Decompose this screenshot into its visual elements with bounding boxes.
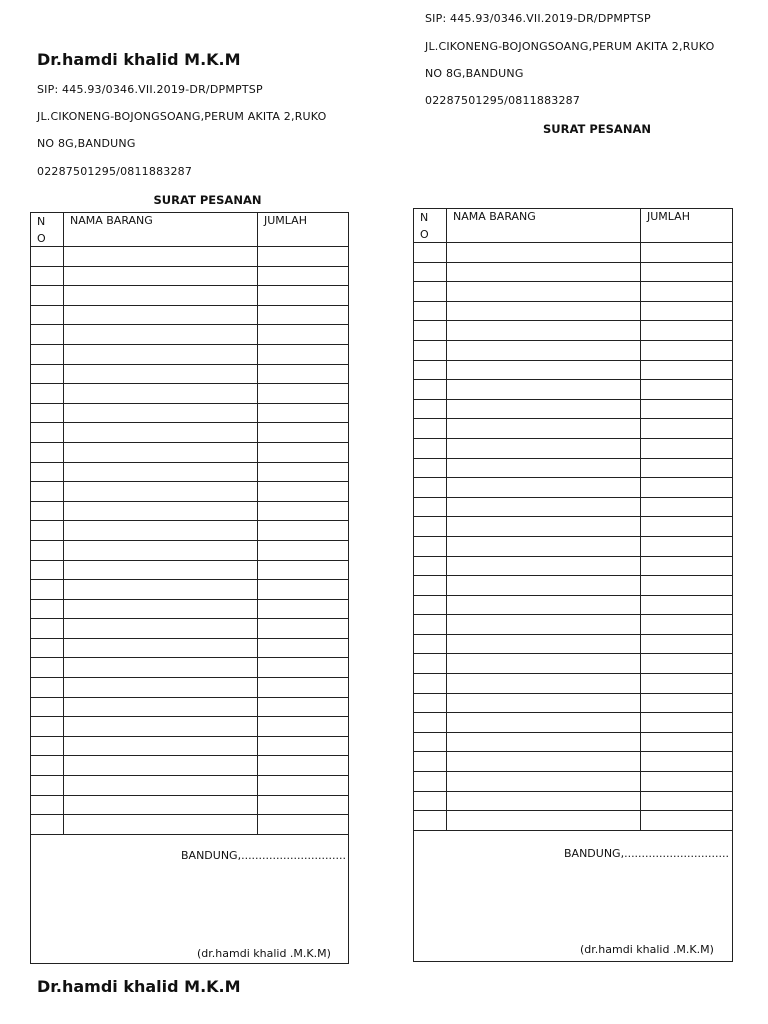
cell-no[interactable] — [31, 698, 63, 717]
cell-no[interactable] — [414, 537, 446, 556]
table-row — [31, 463, 348, 483]
table-row — [31, 365, 348, 385]
cell-no[interactable] — [414, 557, 446, 576]
cell-no[interactable] — [31, 404, 63, 423]
table-row — [31, 423, 348, 443]
table-row — [414, 321, 732, 341]
cell-quantity[interactable] — [640, 576, 732, 595]
cell-no[interactable] — [31, 561, 63, 580]
table-row — [31, 658, 348, 678]
cell-quantity[interactable] — [257, 678, 348, 697]
table-row — [31, 698, 348, 718]
cell-quantity[interactable] — [257, 502, 348, 521]
cell-no[interactable] — [31, 580, 63, 599]
cell-no[interactable] — [414, 517, 446, 536]
form-footer-left — [31, 833, 348, 963]
cell-no[interactable] — [414, 792, 446, 811]
cell-quantity[interactable] — [257, 463, 348, 482]
cell-quantity[interactable] — [640, 243, 732, 262]
cell-no[interactable] — [31, 463, 63, 482]
cell-quantity[interactable] — [640, 694, 732, 713]
cell-item-name[interactable] — [446, 615, 640, 634]
cell-item-name[interactable] — [63, 580, 257, 599]
table-row — [414, 439, 732, 459]
cell-item-name[interactable] — [446, 243, 640, 262]
table-row — [414, 576, 732, 596]
cell-no[interactable] — [414, 752, 446, 771]
cell-item-name[interactable] — [63, 717, 257, 736]
table-row — [31, 756, 348, 776]
table-row — [31, 737, 348, 757]
cell-quantity[interactable] — [257, 658, 348, 677]
table-row — [414, 674, 732, 694]
table-row — [414, 282, 732, 302]
signature-name-left: (dr.hamdi khalid .M.K.M) — [197, 947, 331, 960]
cell-item-name[interactable] — [446, 282, 640, 301]
cell-item-name[interactable] — [63, 463, 257, 482]
cell-item-name[interactable] — [446, 792, 640, 811]
cell-quantity[interactable] — [257, 247, 348, 266]
table-row — [414, 557, 732, 577]
cell-no[interactable] — [31, 658, 63, 677]
cell-quantity[interactable] — [640, 733, 732, 752]
table-row — [31, 678, 348, 698]
cell-no[interactable] — [31, 521, 63, 540]
cell-quantity[interactable] — [257, 796, 348, 815]
cell-item-name[interactable] — [446, 498, 640, 517]
cell-item-name[interactable] — [63, 247, 257, 266]
table-row — [414, 478, 732, 498]
cell-no[interactable] — [414, 694, 446, 713]
cell-quantity[interactable] — [257, 443, 348, 462]
doctor-name-footer: Dr.hamdi khalid M.K.M — [37, 977, 241, 996]
cell-no[interactable] — [414, 302, 446, 321]
cell-quantity[interactable] — [640, 361, 732, 380]
cell-quantity[interactable] — [640, 439, 732, 458]
cell-quantity[interactable] — [640, 498, 732, 517]
cell-item-name[interactable] — [446, 811, 640, 830]
cell-item-name[interactable] — [63, 267, 257, 286]
cell-item-name[interactable] — [446, 439, 640, 458]
cell-no[interactable] — [414, 635, 446, 654]
cell-no[interactable] — [414, 459, 446, 478]
cell-quantity[interactable] — [640, 615, 732, 634]
cell-no[interactable] — [31, 384, 63, 403]
table-row — [414, 263, 732, 283]
table-row — [414, 654, 732, 674]
table-row — [31, 600, 348, 620]
table-header-left — [31, 213, 348, 247]
cell-quantity[interactable] — [640, 302, 732, 321]
cell-no[interactable] — [414, 380, 446, 399]
cell-no[interactable] — [31, 756, 63, 775]
form-footer-right — [414, 831, 732, 961]
cell-item-name[interactable] — [63, 678, 257, 697]
cell-item-name[interactable] — [63, 404, 257, 423]
table-row — [414, 419, 732, 439]
table-row — [31, 717, 348, 737]
cell-item-name[interactable] — [446, 596, 640, 615]
cell-no[interactable] — [414, 596, 446, 615]
cell-item-name[interactable] — [63, 619, 257, 638]
cell-item-name[interactable] — [446, 263, 640, 282]
cell-quantity[interactable] — [257, 423, 348, 442]
cell-no[interactable] — [31, 443, 63, 462]
table-row — [414, 752, 732, 772]
cell-no[interactable] — [31, 815, 63, 834]
column-header-item: NAMA BARANG — [63, 213, 257, 246]
cell-quantity[interactable] — [640, 792, 732, 811]
table-row — [414, 635, 732, 655]
cell-item-name[interactable] — [446, 302, 640, 321]
cell-quantity[interactable] — [640, 478, 732, 497]
table-row — [414, 380, 732, 400]
cell-item-name[interactable] — [63, 737, 257, 756]
column-header-qty: JUMLAH — [257, 213, 348, 246]
table-row — [414, 811, 732, 831]
cell-no[interactable] — [414, 772, 446, 791]
cell-quantity[interactable] — [640, 752, 732, 771]
table-row — [31, 286, 348, 306]
table-row — [31, 776, 348, 796]
cell-item-name[interactable] — [446, 733, 640, 752]
cell-quantity[interactable] — [257, 561, 348, 580]
table-row — [31, 619, 348, 639]
cell-item-name[interactable] — [446, 654, 640, 673]
cell-quantity[interactable] — [257, 267, 348, 286]
table-row — [414, 341, 732, 361]
table-row — [31, 561, 348, 581]
cell-quantity[interactable] — [640, 811, 732, 830]
cell-no[interactable] — [31, 423, 63, 442]
cell-quantity[interactable] — [640, 419, 732, 438]
column-header-no: N O — [420, 211, 429, 241]
doctor-name-left: Dr.hamdi khalid M.K.M — [37, 50, 241, 69]
cell-no[interactable] — [31, 619, 63, 638]
order-form-left — [30, 212, 349, 964]
cell-quantity[interactable] — [640, 557, 732, 576]
cell-quantity[interactable] — [257, 737, 348, 756]
address-line1-right: JL.CIKONENG-BOJONGSOANG,PERUM AKITA 2,RUKO — [425, 40, 715, 53]
table-row — [31, 267, 348, 287]
address-line2-left: NO 8G,BANDUNG — [37, 137, 136, 150]
cell-no[interactable] — [31, 600, 63, 619]
cell-no[interactable] — [414, 361, 446, 380]
cell-no[interactable] — [414, 811, 446, 830]
cell-quantity[interactable] — [257, 325, 348, 344]
table-row — [414, 713, 732, 733]
cell-quantity[interactable] — [257, 384, 348, 403]
cell-item-name[interactable] — [446, 419, 640, 438]
table-row — [414, 694, 732, 714]
cell-quantity[interactable] — [257, 776, 348, 795]
table-row — [414, 498, 732, 518]
cell-quantity[interactable] — [257, 698, 348, 717]
table-row — [31, 796, 348, 816]
cell-no[interactable] — [31, 639, 63, 658]
table-body-right — [414, 243, 732, 831]
table-row — [31, 815, 348, 835]
cell-quantity[interactable] — [640, 654, 732, 673]
cell-quantity[interactable] — [257, 619, 348, 638]
table-row — [31, 521, 348, 541]
cell-quantity[interactable] — [257, 600, 348, 619]
table-row — [31, 482, 348, 502]
cell-no[interactable] — [414, 419, 446, 438]
phone-right: 02287501295/0811883287 — [425, 94, 581, 107]
place-date-line-left: BANDUNG,.............................. — [181, 849, 346, 862]
cell-item-name[interactable] — [63, 286, 257, 305]
cell-no[interactable] — [414, 674, 446, 693]
cell-no[interactable] — [31, 776, 63, 795]
cell-item-name[interactable] — [63, 815, 257, 834]
cell-item-name[interactable] — [446, 772, 640, 791]
cell-quantity[interactable] — [257, 365, 348, 384]
cell-item-name[interactable] — [63, 756, 257, 775]
table-row — [414, 772, 732, 792]
cell-no[interactable] — [31, 482, 63, 501]
cell-quantity[interactable] — [257, 639, 348, 658]
cell-quantity[interactable] — [640, 674, 732, 693]
cell-item-name[interactable] — [63, 306, 257, 325]
cell-item-name[interactable] — [446, 713, 640, 732]
table-row — [414, 733, 732, 753]
cell-item-name[interactable] — [63, 365, 257, 384]
table-row — [414, 361, 732, 381]
table-row — [31, 247, 348, 267]
column-header-item: NAMA BARANG — [446, 209, 640, 242]
table-row — [414, 615, 732, 635]
cell-no[interactable] — [31, 502, 63, 521]
cell-item-name[interactable] — [446, 674, 640, 693]
cell-quantity[interactable] — [640, 596, 732, 615]
cell-no[interactable] — [414, 321, 446, 340]
cell-no[interactable] — [31, 325, 63, 344]
column-header-qty: JUMLAH — [640, 209, 732, 242]
cell-quantity[interactable] — [257, 286, 348, 305]
cell-no[interactable] — [414, 615, 446, 634]
cell-no[interactable] — [31, 345, 63, 364]
table-row — [414, 792, 732, 812]
address-line2-right: NO 8G,BANDUNG — [425, 67, 524, 80]
cell-item-name[interactable] — [63, 384, 257, 403]
cell-item-name[interactable] — [446, 321, 640, 340]
cell-quantity[interactable] — [640, 282, 732, 301]
table-body-left — [31, 247, 348, 835]
table-row — [31, 384, 348, 404]
table-row — [414, 596, 732, 616]
cell-item-name[interactable] — [446, 635, 640, 654]
cell-item-name[interactable] — [63, 796, 257, 815]
cell-quantity[interactable] — [640, 341, 732, 360]
cell-item-name[interactable] — [446, 400, 640, 419]
sip-number-right: SIP: 445.93/0346.VII.2019-DR/DPMPTSP — [425, 12, 651, 25]
cell-item-name[interactable] — [63, 600, 257, 619]
cell-no[interactable] — [31, 717, 63, 736]
cell-no[interactable] — [31, 247, 63, 266]
signature-name-right: (dr.hamdi khalid .M.K.M) — [580, 943, 714, 956]
cell-quantity[interactable] — [257, 717, 348, 736]
cell-item-name[interactable] — [63, 345, 257, 364]
cell-no[interactable] — [31, 365, 63, 384]
cell-item-name[interactable] — [63, 561, 257, 580]
table-row — [414, 537, 732, 557]
table-row — [31, 639, 348, 659]
table-header-right — [414, 209, 732, 243]
cell-no[interactable] — [414, 478, 446, 497]
table-row — [31, 443, 348, 463]
cell-quantity[interactable] — [640, 713, 732, 732]
cell-no[interactable] — [414, 576, 446, 595]
cell-item-name[interactable] — [446, 694, 640, 713]
cell-quantity[interactable] — [640, 537, 732, 556]
cell-no[interactable] — [414, 733, 446, 752]
cell-quantity[interactable] — [640, 321, 732, 340]
cell-quantity[interactable] — [640, 380, 732, 399]
cell-quantity[interactable] — [257, 580, 348, 599]
phone-left: 02287501295/0811883287 — [37, 165, 193, 178]
cell-no[interactable] — [414, 400, 446, 419]
cell-no[interactable] — [414, 439, 446, 458]
cell-item-name[interactable] — [63, 443, 257, 462]
cell-no[interactable] — [31, 306, 63, 325]
cell-item-name[interactable] — [63, 541, 257, 560]
cell-quantity[interactable] — [257, 756, 348, 775]
cell-item-name[interactable] — [63, 482, 257, 501]
table-row — [414, 243, 732, 263]
cell-item-name[interactable] — [63, 698, 257, 717]
cell-no[interactable] — [414, 654, 446, 673]
sip-number-left: SIP: 445.93/0346.VII.2019-DR/DPMPTSP — [37, 83, 263, 96]
cell-item-name[interactable] — [63, 658, 257, 677]
cell-item-name[interactable] — [63, 423, 257, 442]
cell-quantity[interactable] — [257, 521, 348, 540]
cell-item-name[interactable] — [63, 639, 257, 658]
table-row — [31, 404, 348, 424]
cell-item-name[interactable] — [446, 478, 640, 497]
table-row — [31, 541, 348, 561]
table-row — [414, 517, 732, 537]
cell-quantity[interactable] — [640, 517, 732, 536]
cell-no[interactable] — [414, 282, 446, 301]
cell-item-name[interactable] — [446, 361, 640, 380]
cell-item-name[interactable] — [63, 325, 257, 344]
cell-item-name[interactable] — [446, 459, 640, 478]
cell-item-name[interactable] — [446, 752, 640, 771]
cell-quantity[interactable] — [257, 404, 348, 423]
table-row — [414, 302, 732, 322]
cell-no[interactable] — [31, 796, 63, 815]
table-row — [31, 306, 348, 326]
cell-quantity[interactable] — [257, 482, 348, 501]
cell-no[interactable] — [414, 498, 446, 517]
cell-item-name[interactable] — [446, 380, 640, 399]
cell-no[interactable] — [31, 678, 63, 697]
cell-no[interactable] — [31, 267, 63, 286]
cell-quantity[interactable] — [257, 306, 348, 325]
cell-no[interactable] — [414, 341, 446, 360]
table-row — [31, 502, 348, 522]
cell-item-name[interactable] — [63, 502, 257, 521]
cell-quantity[interactable] — [257, 815, 348, 834]
cell-item-name[interactable] — [63, 776, 257, 795]
cell-no[interactable] — [414, 713, 446, 732]
cell-quantity[interactable] — [257, 541, 348, 560]
cell-no[interactable] — [31, 737, 63, 756]
cell-quantity[interactable] — [640, 772, 732, 791]
cell-quantity[interactable] — [640, 459, 732, 478]
cell-quantity[interactable] — [257, 345, 348, 364]
cell-no[interactable] — [31, 541, 63, 560]
form-title-right: SURAT PESANAN — [543, 122, 651, 136]
cell-no[interactable] — [414, 243, 446, 262]
cell-quantity[interactable] — [640, 635, 732, 654]
place-date-line-right: BANDUNG,.............................. — [564, 847, 729, 860]
address-line1-left: JL.CIKONENG-BOJONGSOANG,PERUM AKITA 2,RUKO — [37, 110, 327, 123]
table-row — [31, 580, 348, 600]
table-row — [414, 459, 732, 479]
form-title-left: SURAT PESANAN — [153, 193, 262, 207]
cell-item-name[interactable] — [446, 537, 640, 556]
cell-quantity[interactable] — [640, 400, 732, 419]
order-form-right — [413, 208, 733, 962]
cell-item-name[interactable] — [446, 341, 640, 360]
cell-no[interactable] — [31, 286, 63, 305]
table-row — [414, 400, 732, 420]
cell-quantity[interactable] — [640, 263, 732, 282]
column-header-no: N O — [37, 215, 46, 245]
cell-item-name[interactable] — [446, 557, 640, 576]
table-row — [31, 325, 348, 345]
cell-item-name[interactable] — [446, 576, 640, 595]
table-row — [31, 345, 348, 365]
cell-item-name[interactable] — [446, 517, 640, 536]
cell-item-name[interactable] — [63, 521, 257, 540]
cell-no[interactable] — [414, 263, 446, 282]
